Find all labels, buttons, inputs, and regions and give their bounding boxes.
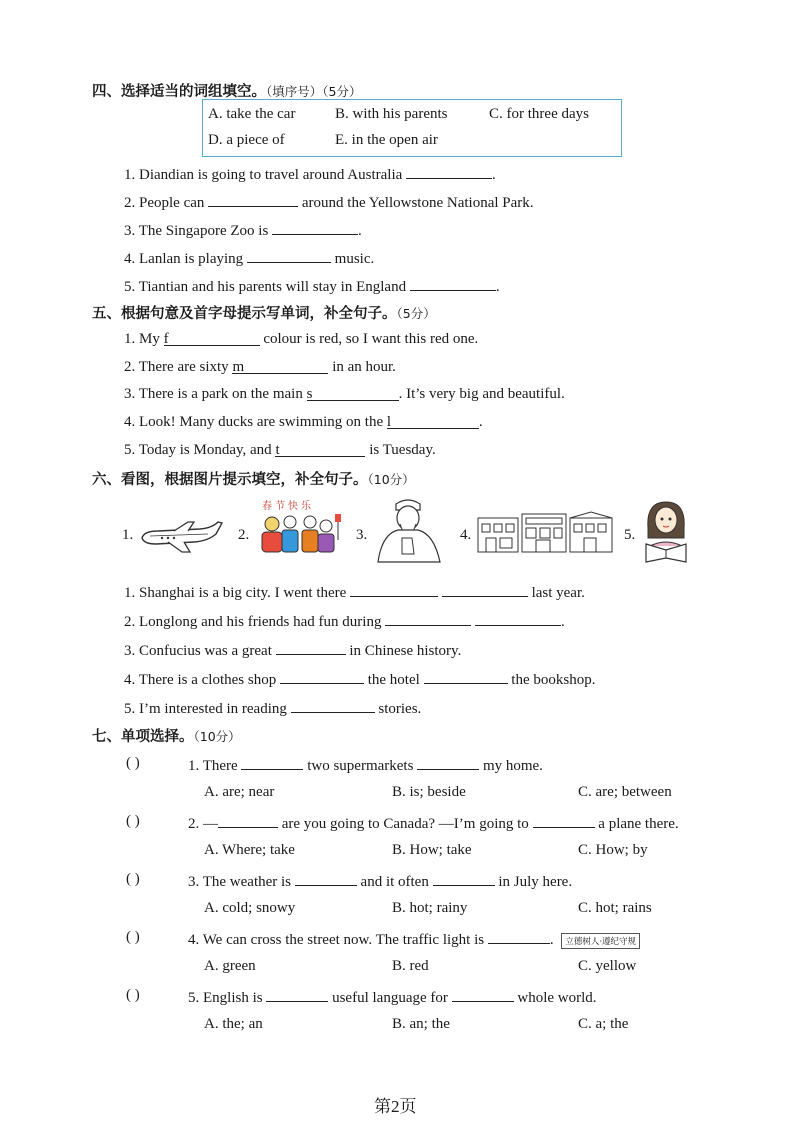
s4-question-3 [124, 220, 362, 240]
section5-score: （5分） [396, 306, 436, 321]
s7-question-2 [188, 813, 679, 833]
answer-blank[interactable] [387, 414, 479, 429]
choice-b[interactable]: B. red [392, 958, 429, 974]
q-text: music. [334, 251, 375, 267]
answer-blank[interactable] [280, 669, 364, 684]
q-text: a plane there. [598, 816, 679, 832]
option-b: B. with his parents [335, 106, 448, 122]
answer-blank [218, 813, 278, 828]
airplane-icon [138, 514, 224, 554]
answer-blank [488, 929, 550, 944]
moral-education-tag: 立德树人·遵纪守规 [561, 933, 640, 949]
answer-parentheses[interactable]: ( ) [126, 929, 140, 945]
answer-blank [433, 871, 495, 886]
s7-question-5 [188, 987, 597, 1007]
q-text: . [358, 223, 362, 239]
s7-question-3 [188, 871, 572, 891]
section5-heading [92, 302, 436, 323]
s5-question-2 [124, 359, 396, 376]
confucius-icon [372, 494, 446, 564]
answer-blank[interactable] [442, 582, 528, 597]
section6-heading [92, 468, 415, 489]
spring-festival-kids-icon [254, 510, 344, 558]
s6-question-5 [124, 698, 421, 718]
page-number: 第2页 [374, 1097, 417, 1116]
s6-question-1 [124, 582, 585, 602]
first-letter-hint: s [306, 386, 313, 402]
answer-blank[interactable] [291, 698, 375, 713]
answer-blank[interactable] [307, 386, 399, 401]
choice-a[interactable]: A. are; near [204, 784, 275, 800]
answer-blank[interactable] [164, 331, 260, 346]
choice-b[interactable]: B. is; beside [392, 784, 466, 800]
first-letter-hint: l [386, 414, 392, 430]
option-e: E. in the open air [335, 132, 438, 148]
q-text: 5. I’m interested in reading [124, 701, 287, 717]
q-text: useful language for [332, 990, 448, 1006]
s6-question-2 [124, 611, 565, 631]
q-text: in July here. [498, 874, 573, 890]
q-text: stories. [378, 701, 422, 717]
s5-question-1 [124, 331, 478, 348]
answer-blank[interactable] [475, 611, 561, 626]
answer-blank[interactable] [276, 640, 346, 655]
first-letter-hint: t [275, 442, 280, 458]
q-text: 2. Longlong and his friends had fun during [124, 614, 382, 630]
answer-blank[interactable] [410, 276, 496, 291]
option-box [202, 99, 622, 157]
answer-parentheses[interactable]: ( ) [126, 813, 140, 829]
s6-question-3 [124, 640, 461, 660]
choice-c[interactable]: C. a; the [578, 1016, 629, 1032]
section4-heading [92, 80, 361, 101]
q-text: two supermarkets [307, 758, 414, 774]
section7-title: 七、单项选择。 [92, 729, 194, 745]
section6-score: （10分） [367, 472, 415, 487]
answer-blank[interactable] [232, 359, 328, 374]
choice-a[interactable]: A. the; an [204, 1016, 263, 1032]
girl-reading-icon [640, 498, 692, 564]
q-text: 2. There are sixty [124, 359, 229, 375]
answer-blank[interactable] [247, 248, 331, 263]
s4-question-5 [124, 276, 500, 296]
q-text: . [495, 279, 500, 295]
section7-heading [92, 725, 241, 746]
pic-number-1: 1. [122, 527, 134, 543]
answer-parentheses[interactable]: ( ) [126, 755, 140, 771]
choice-b[interactable]: B. an; the [392, 1016, 450, 1032]
section4-score: （填序号）（5分） [266, 84, 362, 99]
q-text: 4. Lanlan is playing [124, 251, 244, 267]
choice-b[interactable]: B. How; take [392, 842, 472, 858]
choice-a[interactable]: A. green [204, 958, 256, 974]
q-text: 4. Look! Many ducks are swimming on the [124, 414, 384, 430]
answer-blank[interactable] [385, 611, 471, 626]
choice-c[interactable]: C. hot; rains [578, 900, 652, 916]
answer-blank[interactable] [208, 192, 298, 207]
answer-blank[interactable] [406, 164, 492, 179]
q-text: in an hour. [332, 359, 396, 375]
q-text: 1. There [188, 758, 238, 774]
s5-question-4 [124, 414, 483, 431]
q-text: 3. Confucius was a great [124, 643, 272, 659]
q-text: 5. English is [188, 990, 263, 1006]
option-a: A. take the car [208, 106, 296, 122]
s4-question-1 [124, 164, 496, 184]
q-text: in Chinese history. [349, 643, 462, 659]
s5-question-5 [124, 442, 436, 459]
answer-parentheses[interactable]: ( ) [126, 987, 140, 1003]
q-text: colour is red, so I want this red one. [263, 331, 479, 347]
pic-number-2: 2. [238, 527, 250, 543]
q-text: the hotel [367, 672, 420, 688]
pic-number-4: 4. [460, 527, 472, 543]
q-text: 3. The Singapore Zoo is [124, 223, 269, 239]
q-text: my home. [482, 758, 543, 774]
s5-question-3 [124, 386, 565, 403]
q-text: the bookshop. [511, 672, 596, 688]
answer-blank [452, 987, 514, 1002]
s6-question-4 [124, 669, 595, 689]
section6-title: 六、看图，根据图片提示填空，补全句子。 [92, 472, 368, 488]
q-text: 4. There is a clothes shop [124, 672, 277, 688]
answer-parentheses[interactable]: ( ) [126, 871, 140, 887]
answer-blank [266, 987, 328, 1002]
q-text: . It’s very big and beautiful. [398, 386, 565, 402]
answer-blank [295, 871, 357, 886]
s4-question-4 [124, 248, 374, 268]
option-d: D. a piece of [208, 132, 285, 148]
festival-banner-text: 春节快乐 [262, 501, 314, 512]
q-text: . [549, 932, 554, 948]
s4-question-2 [124, 192, 534, 212]
first-letter-hint: f [163, 331, 169, 347]
q-text: around the Yellowstone National Park. [301, 195, 534, 211]
q-text: whole world. [517, 990, 597, 1006]
pic-number-5: 5. [624, 527, 636, 543]
q-text: 2. People can [124, 195, 205, 211]
q-text: . [492, 167, 496, 183]
choice-b[interactable]: B. hot; rainy [392, 900, 468, 916]
choice-a[interactable]: A. cold; snowy [204, 900, 296, 916]
q-text: . [478, 414, 483, 430]
q-text: 3. The weather is [188, 874, 292, 890]
answer-blank[interactable] [424, 669, 508, 684]
first-letter-hint: m [232, 359, 245, 375]
q-text: 5. Today is Monday, and [124, 442, 272, 458]
section5-title: 五、根据句意及首字母提示写单词，补全句子。 [92, 306, 397, 322]
q-text: 3. There is a park on the main [124, 386, 303, 402]
answer-blank[interactable] [272, 220, 358, 235]
q-text: are you going to Canada? —I’m going to [281, 816, 529, 832]
q-text: 5. Tiantian and his parents will stay in England [124, 279, 407, 295]
shops-street-icon [476, 510, 616, 554]
choice-c[interactable]: C. are; between [578, 784, 672, 800]
s7-question-4 [188, 929, 640, 949]
answer-blank [417, 755, 479, 770]
q-text: 1. Diandian is going to travel around Australia [124, 167, 403, 183]
q-text: and it often [360, 874, 429, 890]
answer-blank [533, 813, 595, 828]
answer-blank[interactable] [275, 442, 365, 457]
choice-c[interactable]: C. How; by [578, 842, 648, 858]
q-text: is Tuesday. [369, 442, 436, 458]
q-text: . [560, 614, 565, 630]
s7-question-1 [188, 755, 543, 775]
q-text: 1. Shanghai is a big city. I went there [124, 585, 347, 601]
q-text: 1. My [124, 331, 160, 347]
choice-a[interactable]: A. Where; take [204, 842, 295, 858]
section4-title: 四、选择适当的词组填空。 [92, 84, 266, 100]
q-text: 2. — [188, 816, 218, 832]
answer-blank[interactable] [350, 582, 438, 597]
pic-number-3: 3. [356, 527, 368, 543]
answer-blank [241, 755, 303, 770]
q-text: last year. [531, 585, 585, 601]
choice-c[interactable]: C. yellow [578, 958, 637, 974]
q-text: 4. We can cross the street now. The traffic light is [188, 932, 485, 948]
option-c: C. for three days [489, 106, 589, 122]
section7-score: （10分） [193, 729, 241, 744]
